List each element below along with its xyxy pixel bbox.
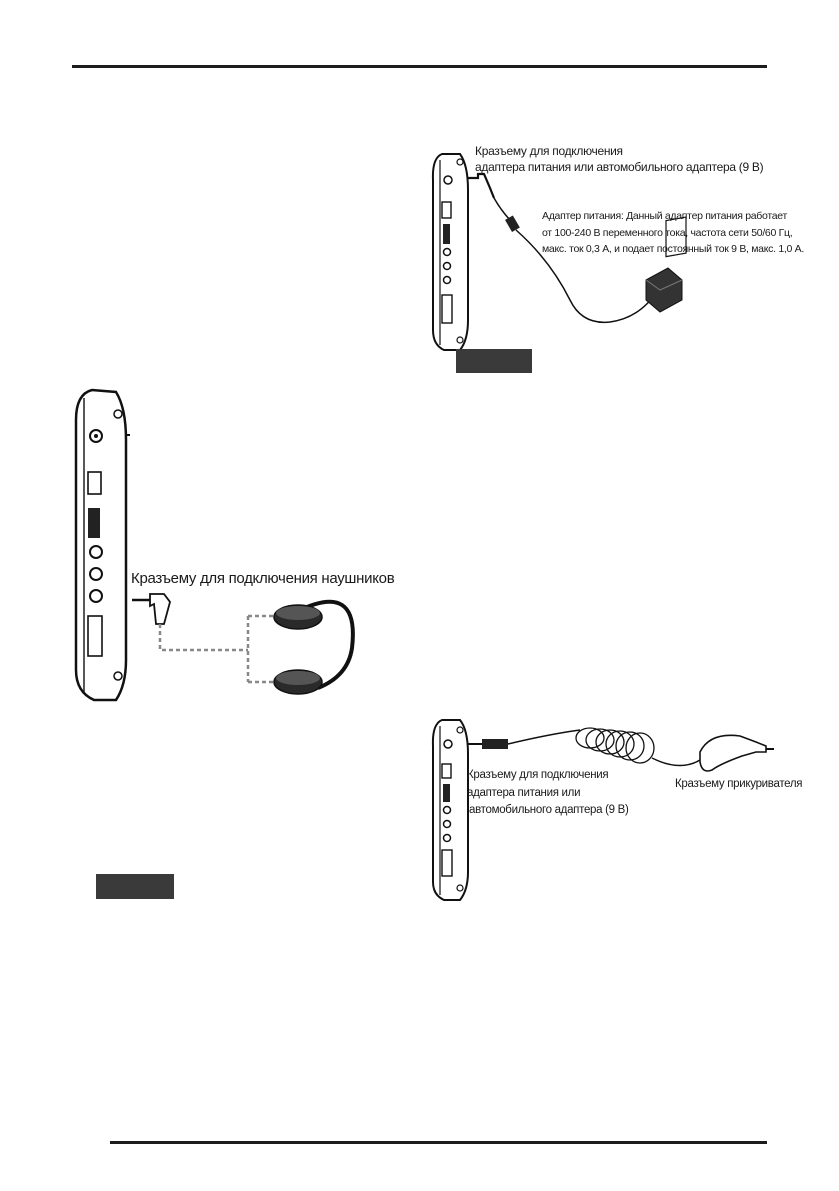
footer-rule [110,1141,767,1144]
power-connector-label-line2: адаптера питания или автомобильного адаптера (9 В) [475,160,764,174]
header-rule [72,65,767,68]
section-marker-left [96,874,174,899]
headphones-figure [60,380,395,710]
headphones-illustration [60,380,360,710]
lighter-socket-label: Кразъему прикуривателя [675,778,803,790]
car-connector-label-line1: Кразъему для подключения [467,769,609,781]
power-adapter-figure [420,140,804,375]
section-marker [456,349,532,373]
car-adapter-figure [420,712,803,907]
car-connector-label-line3: автомобильного адаптера (9 В) [469,804,629,816]
power-connector-label-line1: Кразъему для подключения [475,144,623,158]
adapter-description-line3: макс. ток 0,3 А, и подает постоянный ток 9 В, макс. 1,0 А. [542,243,804,255]
adapter-description-line2: от 100-240 В переменного тока, частота сети 50/60 Гц, [542,227,793,239]
adapter-description-line1: Адаптер питания: Данный адаптер питания работает [542,210,787,222]
car-connector-label-line2: адаптера питания или [467,787,581,799]
power-adapter-illustration [420,140,780,375]
headphones-jack-label: Кразъему для подключения наушников [131,570,395,587]
